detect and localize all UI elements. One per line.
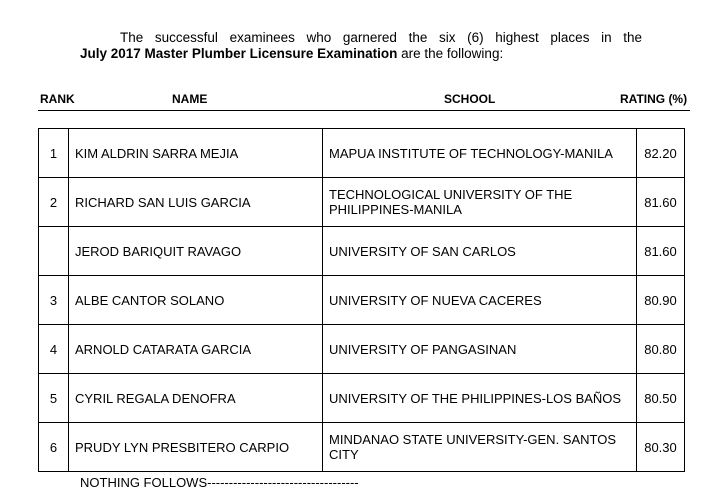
name-cell: CYRIL REGALA DENOFRA (69, 374, 323, 423)
rank-cell (39, 227, 69, 276)
rating-cell: 80.80 (637, 325, 685, 374)
intro-line-2-suffix: are the following: (397, 46, 504, 61)
intro-line-2 (80, 46, 642, 62)
rank-cell: 1 (39, 129, 69, 178)
nothing-follows-note: NOTHING FOLLOWS----------------------------------- (80, 475, 359, 490)
name-cell: ARNOLD CATARATA GARCIA (69, 325, 323, 374)
table-row (39, 423, 685, 472)
header-rank: RANK (40, 92, 75, 106)
school-cell: UNIVERSITY OF SAN CARLOS (323, 227, 637, 276)
rating-cell: 80.50 (637, 374, 685, 423)
name-cell: RICHARD SAN LUIS GARCIA (69, 178, 323, 227)
header-school: SCHOOL (444, 92, 496, 106)
intro-line-1: The successful examinees who garnered the six (6) highest places in the (120, 30, 642, 45)
table-row (39, 325, 685, 374)
intro-paragraph (80, 30, 642, 62)
rank-cell: 6 (39, 423, 69, 472)
rank-cell: 5 (39, 374, 69, 423)
exam-name: July 2017 Master Plumber Licensure Examination (80, 46, 398, 61)
header-rating: RATING (%) (620, 92, 688, 106)
table-row (39, 227, 685, 276)
rating-cell: 81.60 (637, 227, 685, 276)
school-cell: UNIVERSITY OF NUEVA CACERES (323, 276, 637, 325)
school-cell: UNIVERSITY OF PANGASINAN (323, 325, 637, 374)
rating-cell: 82.20 (637, 129, 685, 178)
header-divider (38, 110, 690, 111)
school-cell: MAPUA INSTITUTE OF TECHNOLOGY-MANILA (323, 129, 637, 178)
header-name: NAME (172, 92, 208, 106)
rank-cell: 4 (39, 325, 69, 374)
results-table (38, 128, 685, 472)
rank-cell: 2 (39, 178, 69, 227)
name-cell: ALBE CANTOR SOLANO (69, 276, 323, 325)
school-cell: MINDANAO STATE UNIVERSITY-GEN. SANTOS CITY (323, 423, 637, 472)
name-cell: JEROD BARIQUIT RAVAGO (69, 227, 323, 276)
rating-cell: 80.90 (637, 276, 685, 325)
table-row (39, 276, 685, 325)
rank-cell: 3 (39, 276, 69, 325)
table-row (39, 178, 685, 227)
school-cell: UNIVERSITY OF THE PHILIPPINES-LOS BAÑOS (323, 374, 637, 423)
rating-cell: 81.60 (637, 178, 685, 227)
table-row (39, 129, 685, 178)
rating-cell: 80.30 (637, 423, 685, 472)
name-cell: KIM ALDRIN SARRA MEJIA (69, 129, 323, 178)
name-cell: PRUDY LYN PRESBITERO CARPIO (69, 423, 323, 472)
school-cell: TECHNOLOGICAL UNIVERSITY OF THE PHILIPPINES-MANILA (323, 178, 637, 227)
table-row (39, 374, 685, 423)
